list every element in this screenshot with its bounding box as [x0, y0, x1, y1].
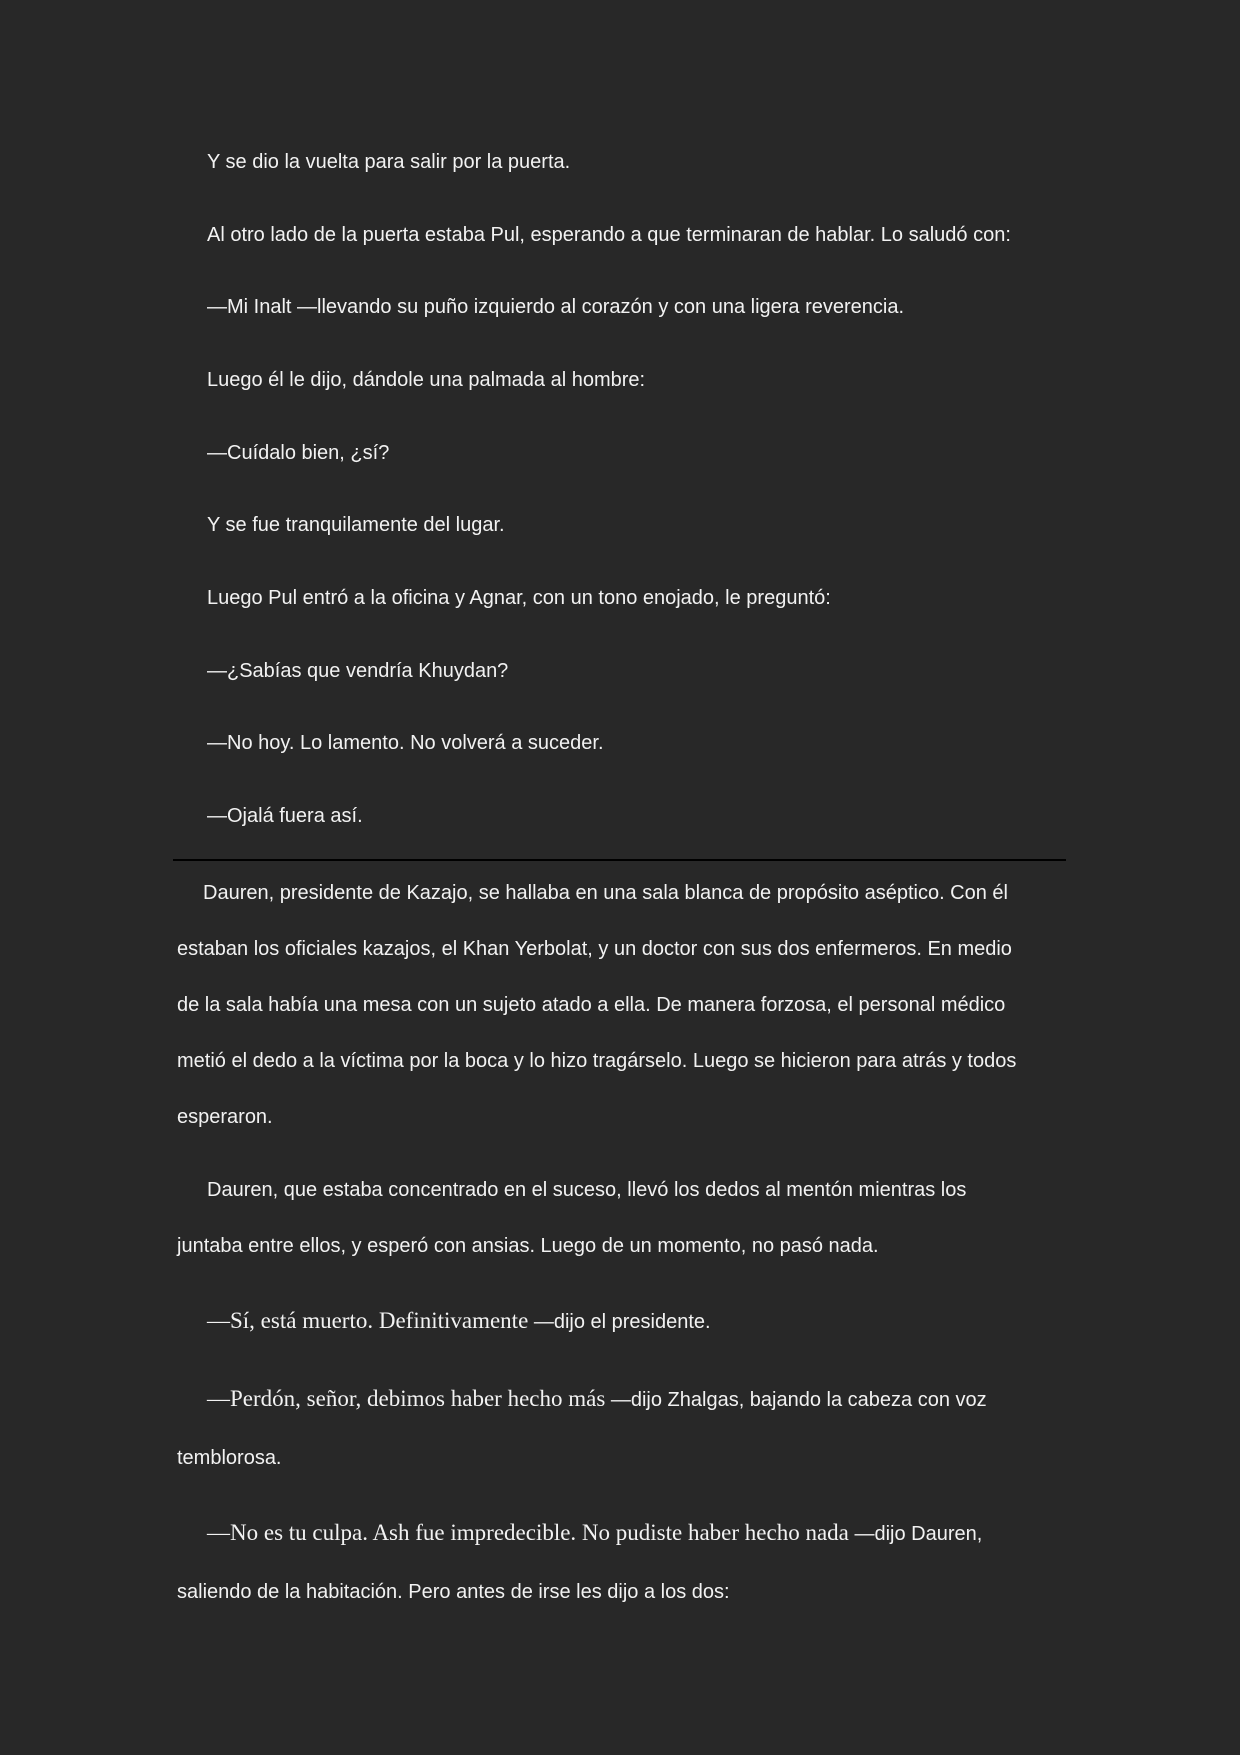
paragraph-9: —No hoy. Lo lamento. No volverá a suceder.: [207, 732, 604, 754]
line: saliendo de la habitación. Pero antes de irse les dijo a los dos:: [177, 1581, 730, 1603]
paragraph-8: —¿Sabías que vendría Khuydan?: [207, 660, 509, 682]
section-two-paragraph-4: [177, 1385, 1077, 1472]
line: Dauren, que estaba concentrado en el suceso, llevó los dedos al mentón mientras los: [207, 1179, 967, 1201]
section-two-paragraph-5: [177, 1519, 1077, 1606]
section-divider: [173, 859, 1066, 861]
line: Dauren, presidente de Kazajo, se hallaba en una sala blanca de propósito aséptico. Con él: [203, 882, 1008, 904]
dialogue-text: —Sí, está muerto. Definitivamente: [207, 1308, 529, 1333]
line: juntaba entre ellos, y esperó con ansias. Luego de un momento, no pasó nada.: [177, 1235, 879, 1257]
dialogue-text: —No es tu culpa. Ash fue impredecible. No pudiste haber hecho nada: [207, 1520, 849, 1545]
dialogue-tag: —dijo Dauren,: [848, 1523, 983, 1545]
section-two-paragraph-3: [177, 1307, 1077, 1336]
line: temblorosa.: [177, 1447, 282, 1469]
paragraph-7: Luego Pul entró a la oficina y Agnar, con un tono enojado, le preguntó:: [207, 587, 831, 609]
paragraph-5: —Cuídalo bien, ¿sí?: [207, 442, 390, 464]
line: de la sala había una mesa con un sujeto atado a ella. De manera forzosa, el personal médico: [177, 994, 1006, 1016]
line: estaban los oficiales kazajos, el Khan Yerbolat, y un doctor con sus dos enfermeros. En medio: [177, 938, 1012, 960]
paragraph-3: —Mi Inalt —llevando su puño izquierdo al corazón y con una ligera reverencia.: [207, 296, 905, 318]
paragraph-10: —Ojalá fuera así.: [207, 805, 363, 827]
dialogue-tag: —dijo Zhalgas, bajando la cabeza con voz: [605, 1389, 987, 1411]
paragraph-4: Luego él le dijo, dándole una palmada al hombre:: [207, 369, 646, 391]
paragraph-1: Y se dio la vuelta para salir por la puerta.: [207, 151, 571, 173]
line: metió el dedo a la víctima por la boca y lo hizo tragárselo. Luego se hicieron para atrás y todos: [177, 1050, 1017, 1072]
dialogue-tag: —dijo el presidente.: [528, 1311, 711, 1333]
paragraph-2: Al otro lado de la puerta estaba Pul, esperando a que terminaran de hablar. Lo saludó con:: [207, 224, 1011, 246]
section-two-paragraph-2: [177, 1176, 1077, 1260]
paragraph-6: Y se fue tranquilamente del lugar.: [207, 514, 505, 536]
dialogue-text: —Perdón, señor, debimos haber hecho más: [207, 1386, 606, 1411]
section-two-paragraph-1: [177, 879, 1077, 1131]
line: esperaron.: [177, 1106, 273, 1128]
